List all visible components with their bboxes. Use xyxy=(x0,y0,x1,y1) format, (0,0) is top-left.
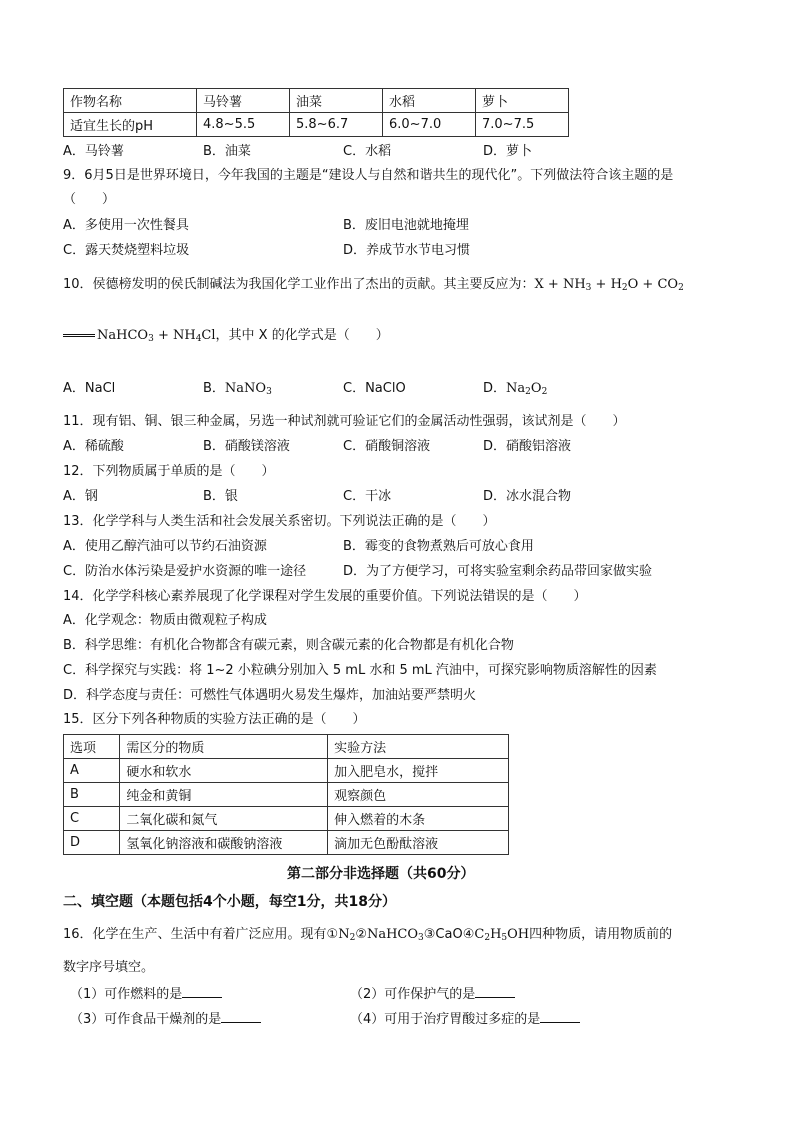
table-cell: 伸入燃着的木条 xyxy=(328,807,509,831)
q13-option-c[interactable]: C．防治水体污染是爱护水资源的唯一途径 xyxy=(63,564,307,579)
q10-stem-text: 10．侯德榜发明的侯氏制碱法为我国化学工业作出了杰出的贡献。其主要反应为： xyxy=(63,277,535,292)
substance-2 xyxy=(367,927,424,942)
eq-part: Cl xyxy=(201,328,216,343)
q14-option-c[interactable]: C．科学探究与实践：将 1~2 小粒碘分别加入 5 mL 水和 5 mL 汽油中，可探究影响物质溶解性的因素 xyxy=(63,663,657,678)
eq-sub: 2 xyxy=(678,283,684,293)
table-row xyxy=(64,759,509,783)
formula-sub: 2 xyxy=(349,933,356,943)
q16-blank-3 xyxy=(70,1010,261,1029)
table-cell: 观察颜色 xyxy=(328,783,509,807)
q13-option-a[interactable]: A．使用乙醇汽油可以节约石油资源 xyxy=(63,539,267,554)
table-cell: 加入肥皂水，搅拌 xyxy=(328,759,509,783)
q16-blank-2 xyxy=(350,985,515,1004)
option-formula xyxy=(225,381,272,396)
formula-sub: 3 xyxy=(266,387,272,397)
stem-text: ② xyxy=(355,927,367,942)
formula-part: NaNO xyxy=(224,381,267,396)
q12-option-d[interactable]: D．冰水混合物 xyxy=(483,489,572,504)
eq-part: + H xyxy=(591,277,622,292)
q10-option-a[interactable]: A．NaCl xyxy=(63,381,116,396)
blank-label: （3）可作食品干燥剂的是 xyxy=(70,1012,222,1027)
eq-part: NaHCO xyxy=(97,328,149,343)
table-cell: 6.0~7.0 xyxy=(383,113,476,137)
q12-option-b[interactable]: B．银 xyxy=(203,489,238,504)
substance-1 xyxy=(338,927,355,942)
part2-title: 第二部分非选择题（共60分） xyxy=(287,866,475,882)
table-cell: C xyxy=(64,807,120,831)
q11-option-d[interactable]: D．硝酸铝溶液 xyxy=(483,439,572,454)
eq-part: X + NH xyxy=(534,277,586,292)
table-row xyxy=(64,89,569,113)
table-cell: 氢氧化钠溶液和碳酸钠溶液 xyxy=(120,831,328,855)
q10-option-d[interactable] xyxy=(483,380,547,401)
table-header-cell: 选项 xyxy=(64,735,120,759)
q16-stem-2: 数字序号填空。 xyxy=(63,960,155,975)
table-cell: 5.8~6.7 xyxy=(290,113,383,137)
table-header-cell: 需区分的物质 xyxy=(120,735,328,759)
q16-blank-1 xyxy=(70,985,222,1004)
stem-text: 16．化学在生产、生活中有着广泛应用。现有① xyxy=(63,927,339,942)
q9-option-a[interactable]: A．多使用一次性餐具 xyxy=(63,218,189,233)
q10-products xyxy=(97,328,216,343)
formula-part: N xyxy=(338,927,350,942)
table-cell: 油菜 xyxy=(290,89,383,113)
equals-sign xyxy=(63,334,95,337)
q14-option-a[interactable]: A．化学观念：物质由微观粒子构成 xyxy=(63,613,267,628)
q16-stem xyxy=(63,926,672,947)
section2-title: 二、填空题（本题包括4个小题，每空1分，共18分） xyxy=(63,894,396,910)
table-row xyxy=(64,831,509,855)
formula-part: NaHCO xyxy=(366,927,419,942)
table-row xyxy=(64,735,509,759)
ph-table xyxy=(63,88,569,137)
table-cell: 作物名称 xyxy=(64,89,197,113)
eq-sub: 4 xyxy=(195,334,202,344)
table-cell: 适宜生长的pH xyxy=(64,113,197,137)
answer-blank[interactable] xyxy=(540,1010,580,1023)
stem-text: ③CaO④ xyxy=(423,927,475,942)
substance-4 xyxy=(474,927,529,942)
blank-label: （4）可用于治疗胃酸过多症的是 xyxy=(350,1012,541,1027)
eq-sub: 3 xyxy=(148,334,154,344)
formula-sub: 3 xyxy=(418,933,424,943)
formula-sub: 2 xyxy=(484,933,491,943)
q16-blank-4 xyxy=(350,1010,580,1029)
table-cell: 马铃薯 xyxy=(197,89,290,113)
q10-option-b[interactable] xyxy=(203,380,272,401)
eq-part: O + CO xyxy=(627,277,679,292)
q10-equation-right xyxy=(63,327,389,348)
q13-option-d[interactable]: D．为了方便学习，可将实验室剩余药品带回家做实验 xyxy=(343,564,653,579)
q14-option-d[interactable]: D．科学态度与责任：可燃性气体遇明火易发生爆炸，加油站要严禁明火 xyxy=(63,688,477,703)
option-letter: B． xyxy=(203,381,225,396)
blank-label: （2）可作保护气的是 xyxy=(350,987,476,1002)
table-cell: D xyxy=(64,831,120,855)
q15-stem: 15．区分下列各种物质的实验方法正确的是（ ） xyxy=(63,712,366,727)
table-cell: A xyxy=(64,759,120,783)
q11-option-a[interactable]: A．稀硫酸 xyxy=(63,439,124,454)
q11-option-b[interactable]: B．硝酸镁溶液 xyxy=(203,439,290,454)
table-cell: 纯金和黄铜 xyxy=(120,783,328,807)
answer-blank[interactable] xyxy=(221,1010,261,1023)
q12-option-c[interactable]: C．干冰 xyxy=(343,489,392,504)
table-cell: 水稻 xyxy=(383,89,476,113)
q10-equation-left xyxy=(535,277,684,292)
q8-option-d[interactable]: D．萝卜 xyxy=(483,144,533,159)
q13-option-b[interactable]: B．霉变的食物煮熟后可放心食用 xyxy=(343,539,534,554)
formula-part: H xyxy=(490,927,502,942)
q9-option-b[interactable]: B．废旧电池就地掩埋 xyxy=(343,218,469,233)
table-cell: 滴加无色酚酞溶液 xyxy=(328,831,509,855)
q8-option-a[interactable]: A．马铃薯 xyxy=(63,144,124,159)
option-letter: D． xyxy=(483,381,507,396)
table-row xyxy=(64,783,509,807)
formula-part: OH xyxy=(507,927,530,942)
table-cell: 硬水和软水 xyxy=(120,759,328,783)
q8-option-c[interactable]: C．水稻 xyxy=(343,144,392,159)
q9-option-c[interactable]: C．露天焚烧塑料垃圾 xyxy=(63,243,190,258)
q15-table xyxy=(63,734,509,855)
stem-text: 四种物质，请用物质前的 xyxy=(529,927,673,942)
formula-sub: 2 xyxy=(525,387,531,397)
q12-stem: 12．下列物质属于单质的是（ ） xyxy=(63,464,275,479)
eq-sub: 2 xyxy=(621,283,628,293)
q10-option-c[interactable]: C．NaClO xyxy=(343,381,406,396)
blank-label: （1）可作燃料的是 xyxy=(70,987,183,1002)
q14-stem: 14．化学学科核心素养展现了化学课程对学生发展的重要价值。下列说法错误的是（ ） xyxy=(63,589,587,604)
q12-option-a[interactable]: A．钢 xyxy=(63,489,98,504)
q13-stem: 13．化学学科与人类生活和社会发展关系密切。下列说法正确的是（ ） xyxy=(63,514,496,529)
table-row xyxy=(64,113,569,137)
q10-stem-tail: ，其中 X 的化学式是（ ） xyxy=(215,328,389,343)
formula-sub: 5 xyxy=(501,933,508,943)
formula-part: C xyxy=(474,927,485,942)
table-row xyxy=(64,807,509,831)
q9-option-d[interactable]: D．养成节水节电习惯 xyxy=(343,243,471,258)
option-formula: $Na_2O_2$ xyxy=(506,381,548,397)
eq-sub: 3 xyxy=(585,283,592,293)
table-cell: B xyxy=(64,783,120,807)
answer-blank[interactable] xyxy=(182,985,222,998)
q14-option-b[interactable]: B．科学思维：有机化合物都含有碳元素，则含碳元素的化合物都是有机化合物 xyxy=(63,638,514,653)
answer-blank[interactable] xyxy=(475,985,515,998)
table-header-cell: 实验方法 xyxy=(328,735,509,759)
table-cell: 7.0~7.5 xyxy=(476,113,569,137)
q11-option-c[interactable]: C．硝酸铜溶液 xyxy=(343,439,431,454)
q10-stem xyxy=(63,276,684,297)
eq-part: + NH xyxy=(153,328,196,343)
q9-stem: 9．6月5日是世界环境日，今年我国的主题是“建设人与自然和谐共生的现代化”。下列做法符合该主题的是 xyxy=(63,168,674,183)
q11-stem: 11．现有铝、铜、银三种金属，另选一种试剂就可验证它们的金属活动性强弱，该试剂是（ ） xyxy=(63,414,626,429)
q8-option-b[interactable]: B．油菜 xyxy=(203,144,251,159)
table-cell: 4.8~5.5 xyxy=(197,113,290,137)
table-cell: 萝卜 xyxy=(476,89,569,113)
q9-stem-paren: （ ） xyxy=(63,192,116,207)
formula-part: Na xyxy=(506,381,526,396)
formula-sub: 2 xyxy=(541,387,548,397)
table-cell: 二氧化碳和氮气 xyxy=(120,807,328,831)
